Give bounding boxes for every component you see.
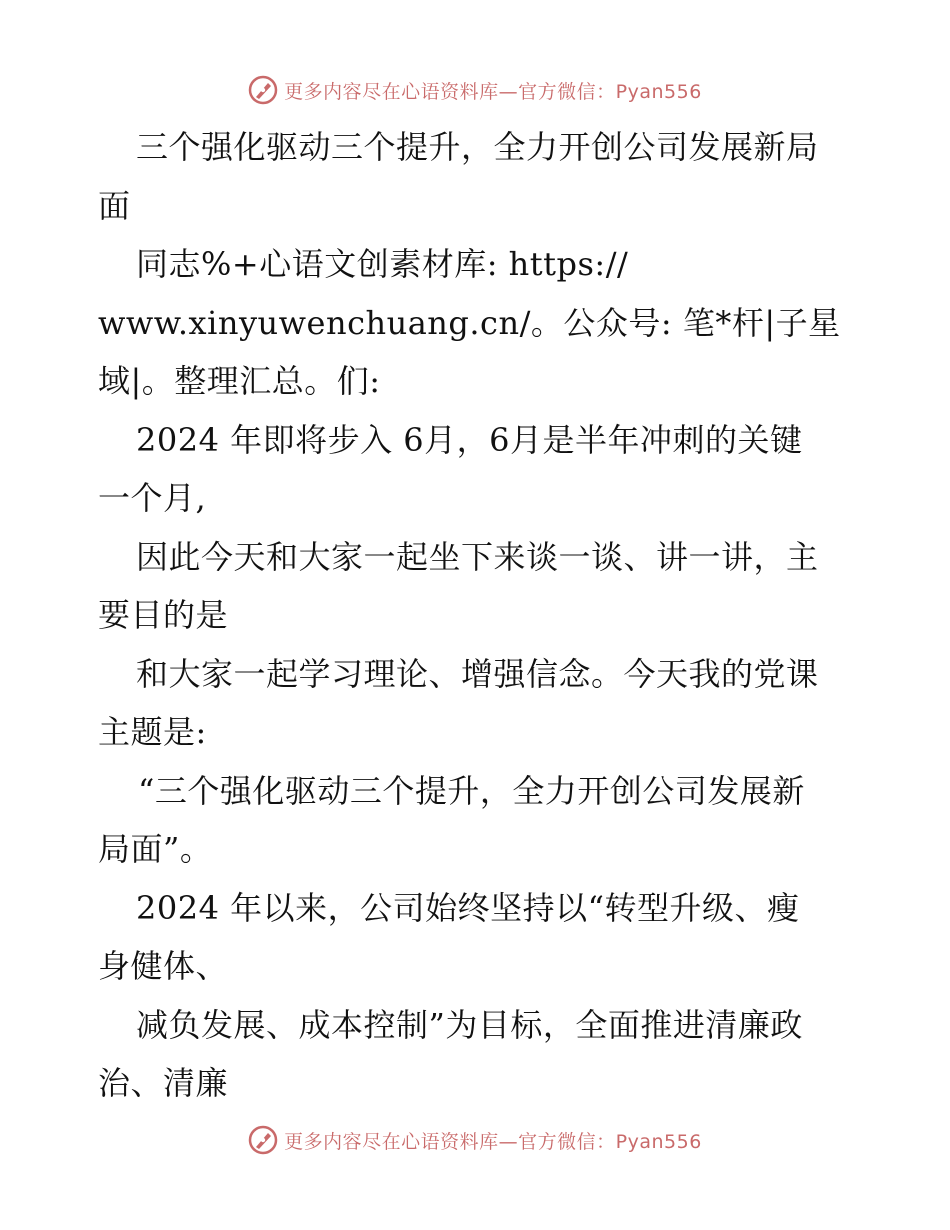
text-line: 因此今天和大家一起坐下来谈一谈、讲一讲，主 [136,537,819,576]
document-body [98,118,858,1113]
text-line: 主题是: [98,713,207,751]
text-line: 域|。整理汇总。们: [98,362,381,400]
header-watermark-banner [0,70,950,110]
pen-nib-logo-icon [248,1125,278,1155]
text-line: 一个月, [98,479,207,517]
text-line: www.xinyuwenchuang.cn/。公众号: 笔*杆|子星 [98,303,841,342]
text-line: 治、清廉 [98,1064,229,1102]
text-line: 减负发展、成本控制”为目标，全面推进清廉政 [136,1005,803,1044]
text-line: 身健体、 [98,947,229,985]
header-watermark-text: 更多内容尽在心语资料库—官方微信：Pyan556 [284,80,702,103]
text-line: 要目的是 [98,596,229,634]
footer-watermark-banner [0,1120,950,1160]
footer-watermark-text: 更多内容尽在心语资料库—官方微信：Pyan556 [284,1130,702,1153]
text-line: 2024 年以来，公司始终坚持以“转型升级、瘦 [136,888,800,927]
text-line: 2024 年即将步入 6月，6月是半年冲刺的关键 [136,420,803,459]
text-line: 和大家一起学习理论、增强信念。今天我的党课 [136,654,819,693]
text-line: 三个强化驱动三个提升，全力开创公司发展新局 [136,128,819,166]
text-line: 面 [98,186,131,225]
text-line: 局面”。 [98,830,213,868]
text-line: “三个强化驱动三个提升，全力开创公司发展新 [138,771,805,810]
pen-nib-logo-icon [248,75,278,105]
text-line: 同志%+心语文创素材库: https:// [136,245,629,283]
